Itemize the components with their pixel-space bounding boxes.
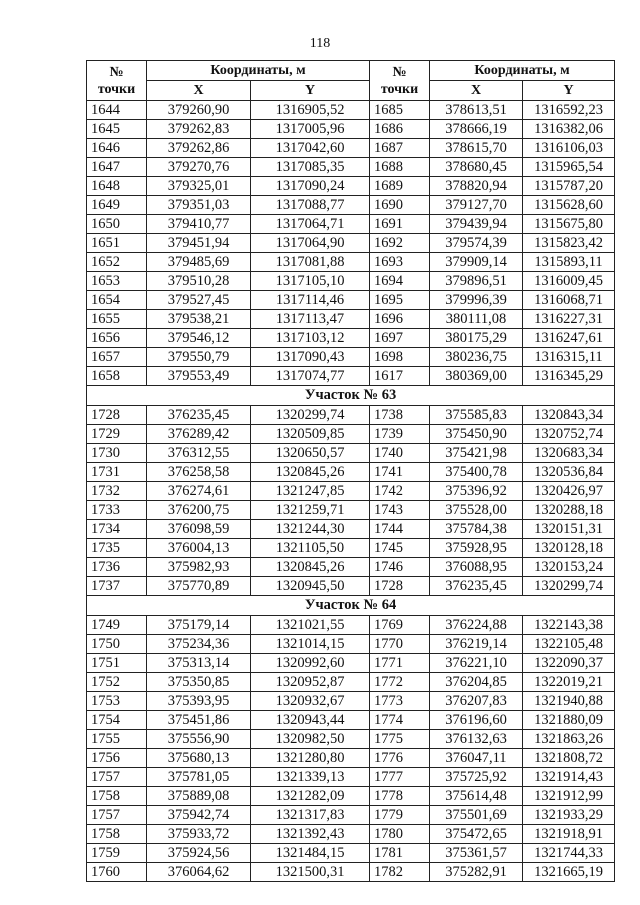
cell-point-right: 1692 [370,234,430,253]
cell-y-right: 1320153,24 [523,558,615,577]
cell-x-right: 378613,51 [430,101,523,120]
cell-y-left: 1320845,26 [251,558,370,577]
cell-x-left: 376235,45 [147,406,251,425]
cell-x-right: 376047,11 [430,749,523,768]
table-row [87,310,615,329]
cell-point-left: 1655 [87,310,147,329]
cell-x-right: 380175,29 [430,329,523,348]
cell-y-left: 1320952,87 [251,673,370,692]
cell-y-left: 1317088,77 [251,196,370,215]
cell-y-right: 1321940,88 [523,692,615,711]
point-number-header-right [370,61,430,101]
cell-point-left: 1757 [87,768,147,787]
cell-x-right: 379127,70 [430,196,523,215]
section-row [87,596,615,616]
x-header-right: X [430,81,523,101]
coordinates-table [86,60,615,882]
cell-y-right: 1321933,29 [523,806,615,825]
cell-y-right: 1322143,38 [523,616,615,635]
cell-x-right: 375528,00 [430,501,523,520]
cell-point-left: 1734 [87,520,147,539]
cell-x-right: 379996,39 [430,291,523,310]
cell-x-right: 379896,51 [430,272,523,291]
cell-x-right: 375928,95 [430,539,523,558]
cell-y-right: 1316068,71 [523,291,615,310]
cell-y-left: 1317064,90 [251,234,370,253]
cell-point-left: 1658 [87,367,147,386]
cell-point-right: 1746 [370,558,430,577]
cell-y-left: 1317064,71 [251,215,370,234]
cell-y-left: 1316905,52 [251,101,370,120]
table-row [87,577,615,596]
cell-point-left: 1736 [87,558,147,577]
cell-x-right: 375421,98 [430,444,523,463]
cell-y-right: 1315787,20 [523,177,615,196]
cell-y-right: 1315823,42 [523,234,615,253]
cell-point-right: 1770 [370,635,430,654]
cell-point-right: 1778 [370,787,430,806]
cell-y-right: 1316315,11 [523,348,615,367]
cell-y-left: 1317042,60 [251,139,370,158]
cell-point-right: 1743 [370,501,430,520]
cell-x-right: 376221,10 [430,654,523,673]
cell-x-right: 375400,78 [430,463,523,482]
cell-y-right: 1316382,06 [523,120,615,139]
cell-x-right: 376204,85 [430,673,523,692]
cell-point-right: 1685 [370,101,430,120]
cell-y-right: 1322105,48 [523,635,615,654]
table-row [87,844,615,863]
cell-x-left: 375933,72 [147,825,251,844]
cell-y-left: 1317114,46 [251,291,370,310]
cell-y-left: 1321244,30 [251,520,370,539]
cell-y-right: 1315965,54 [523,158,615,177]
cell-x-right: 376088,95 [430,558,523,577]
y-header-right: Y [523,81,615,101]
table-row [87,806,615,825]
table-row [87,425,615,444]
cell-x-left: 375393,95 [147,692,251,711]
cell-point-left: 1737 [87,577,147,596]
cell-point-left: 1651 [87,234,147,253]
cell-y-left: 1320992,60 [251,654,370,673]
cell-y-left: 1320945,50 [251,577,370,596]
cell-point-left: 1760 [87,863,147,882]
y-header-left: Y [251,81,370,101]
table-row [87,120,615,139]
table-row [87,444,615,463]
cell-y-right: 1315628,60 [523,196,615,215]
cell-y-left: 1320509,85 [251,425,370,444]
cell-point-left: 1728 [87,406,147,425]
table-row [87,463,615,482]
cell-y-right: 1320843,34 [523,406,615,425]
table-row [87,158,615,177]
cell-x-left: 379451,94 [147,234,251,253]
cell-point-left: 1750 [87,635,147,654]
cell-x-left: 375889,08 [147,787,251,806]
table-row [87,234,615,253]
cell-point-right: 1617 [370,367,430,386]
point-number-sign: № [392,64,407,80]
cell-y-right: 1320536,84 [523,463,615,482]
cell-x-right: 378666,19 [430,120,523,139]
cell-x-left: 376004,13 [147,539,251,558]
cell-x-right: 379574,39 [430,234,523,253]
cell-x-right: 376219,14 [430,635,523,654]
cell-y-right: 1316106,03 [523,139,615,158]
table-row [87,139,615,158]
cell-x-right: 375784,38 [430,520,523,539]
cell-point-left: 1656 [87,329,147,348]
cell-point-right: 1776 [370,749,430,768]
cell-point-right: 1738 [370,406,430,425]
table-row [87,673,615,692]
cell-y-left: 1317105,10 [251,272,370,291]
cell-point-left: 1749 [87,616,147,635]
cell-point-right: 1688 [370,158,430,177]
cell-x-left: 379260,90 [147,101,251,120]
cell-x-left: 379538,21 [147,310,251,329]
table-row [87,520,615,539]
cell-y-right: 1320151,31 [523,520,615,539]
cell-x-left: 376274,61 [147,482,251,501]
cell-point-right: 1782 [370,863,430,882]
table-row [87,272,615,291]
cell-point-left: 1729 [87,425,147,444]
table-row [87,253,615,272]
cell-x-left: 376312,55 [147,444,251,463]
cell-x-right: 375501,69 [430,806,523,825]
cell-point-right: 1773 [370,692,430,711]
cell-x-left: 379550,79 [147,348,251,367]
cell-y-left: 1317090,24 [251,177,370,196]
cell-x-right: 379909,14 [430,253,523,272]
coordinates-header-right: Координаты, м [430,61,615,81]
cell-y-left: 1317005,96 [251,120,370,139]
cell-y-right: 1316247,61 [523,329,615,348]
cell-x-left: 379485,69 [147,253,251,272]
table-row [87,730,615,749]
cell-point-right: 1696 [370,310,430,329]
cell-point-right: 1687 [370,139,430,158]
cell-x-right: 380369,00 [430,367,523,386]
cell-point-left: 1758 [87,825,147,844]
cell-point-right: 1769 [370,616,430,635]
cell-point-right: 1691 [370,215,430,234]
cell-y-left: 1321105,50 [251,539,370,558]
cell-y-left: 1321500,31 [251,863,370,882]
cell-x-right: 378680,45 [430,158,523,177]
cell-y-left: 1321247,85 [251,482,370,501]
cell-x-right: 378615,70 [430,139,523,158]
cell-x-right: 375396,92 [430,482,523,501]
cell-point-left: 1730 [87,444,147,463]
cell-y-right: 1321912,99 [523,787,615,806]
cell-x-left: 375234,36 [147,635,251,654]
cell-x-right: 375472,65 [430,825,523,844]
cell-point-right: 1771 [370,654,430,673]
cell-y-right: 1320752,74 [523,425,615,444]
cell-point-left: 1645 [87,120,147,139]
table-row [87,711,615,730]
cell-point-left: 1751 [87,654,147,673]
cell-x-right: 375361,57 [430,844,523,863]
cell-x-right: 376235,45 [430,577,523,596]
table-row [87,101,615,120]
cell-x-left: 379546,12 [147,329,251,348]
cell-point-right: 1697 [370,329,430,348]
coordinates-header-left: Координаты, м [147,61,370,81]
cell-point-right: 1779 [370,806,430,825]
table-row [87,539,615,558]
cell-y-left: 1317113,47 [251,310,370,329]
table-row [87,501,615,520]
table-row [87,863,615,882]
cell-x-left: 375313,14 [147,654,251,673]
cell-x-right: 376132,63 [430,730,523,749]
cell-x-left: 375924,56 [147,844,251,863]
cell-x-right: 375614,48 [430,787,523,806]
cell-point-right: 1686 [370,120,430,139]
cell-y-right: 1321808,72 [523,749,615,768]
cell-point-left: 1648 [87,177,147,196]
cell-x-left: 375451,86 [147,711,251,730]
cell-y-right: 1320683,34 [523,444,615,463]
cell-x-left: 375770,89 [147,577,251,596]
cell-x-right: 378820,94 [430,177,523,196]
cell-x-left: 375982,93 [147,558,251,577]
table-row [87,348,615,367]
cell-x-left: 375680,13 [147,749,251,768]
cell-y-left: 1321339,13 [251,768,370,787]
table-row [87,215,615,234]
point-number-header-left [87,61,147,101]
table-row [87,825,615,844]
cell-y-left: 1320943,44 [251,711,370,730]
point-word: точки [97,81,136,97]
cell-x-right: 380111,08 [430,310,523,329]
cell-y-right: 1316227,31 [523,310,615,329]
cell-y-left: 1317090,43 [251,348,370,367]
cell-point-left: 1649 [87,196,147,215]
cell-y-right: 1320299,74 [523,577,615,596]
point-number-sign: № [109,64,124,80]
cell-y-left: 1321282,09 [251,787,370,806]
cell-y-right: 1315893,11 [523,253,615,272]
table-row [87,329,615,348]
cell-point-left: 1757 [87,806,147,825]
cell-point-left: 1753 [87,692,147,711]
table-row [87,482,615,501]
cell-point-right: 1742 [370,482,430,501]
cell-point-right: 1728 [370,577,430,596]
cell-point-left: 1652 [87,253,147,272]
x-header-left: X [147,81,251,101]
cell-point-right: 1739 [370,425,430,444]
cell-y-left: 1317074,77 [251,367,370,386]
cell-y-right: 1315675,80 [523,215,615,234]
cell-x-right: 376196,60 [430,711,523,730]
cell-x-right: 375585,83 [430,406,523,425]
cell-y-left: 1320982,50 [251,730,370,749]
section-row [87,386,615,406]
cell-x-left: 379410,77 [147,215,251,234]
cell-y-right: 1321918,91 [523,825,615,844]
cell-x-left: 379262,83 [147,120,251,139]
table-row [87,749,615,768]
cell-point-right: 1781 [370,844,430,863]
cell-x-left: 375556,90 [147,730,251,749]
cell-point-right: 1774 [370,711,430,730]
cell-point-left: 1756 [87,749,147,768]
cell-point-left: 1646 [87,139,147,158]
cell-point-left: 1735 [87,539,147,558]
cell-point-right: 1693 [370,253,430,272]
cell-y-left: 1321021,55 [251,616,370,635]
cell-point-right: 1694 [370,272,430,291]
cell-y-left: 1317081,88 [251,253,370,272]
cell-point-left: 1732 [87,482,147,501]
section-title: Участок № 64 [87,596,615,616]
table-row [87,177,615,196]
cell-point-left: 1758 [87,787,147,806]
cell-point-left: 1754 [87,711,147,730]
cell-y-left: 1321014,15 [251,635,370,654]
cell-point-right: 1772 [370,673,430,692]
cell-point-right: 1777 [370,768,430,787]
cell-point-right: 1689 [370,177,430,196]
cell-point-right: 1698 [370,348,430,367]
cell-y-right: 1320128,18 [523,539,615,558]
cell-x-right: 380236,75 [430,348,523,367]
cell-point-right: 1775 [370,730,430,749]
cell-y-left: 1321392,43 [251,825,370,844]
cell-point-right: 1744 [370,520,430,539]
cell-x-left: 379325,01 [147,177,251,196]
cell-x-left: 375350,85 [147,673,251,692]
cell-y-right: 1321665,19 [523,863,615,882]
cell-x-right: 375450,90 [430,425,523,444]
cell-point-right: 1695 [370,291,430,310]
cell-point-right: 1690 [370,196,430,215]
cell-y-right: 1316592,23 [523,101,615,120]
cell-point-right: 1745 [370,539,430,558]
table-row [87,616,615,635]
table-row [87,406,615,425]
cell-y-right: 1316009,45 [523,272,615,291]
cell-x-left: 376258,58 [147,463,251,482]
cell-x-left: 376098,59 [147,520,251,539]
table-row [87,367,615,386]
cell-y-left: 1317085,35 [251,158,370,177]
cell-y-left: 1321317,83 [251,806,370,825]
table-row [87,635,615,654]
cell-point-left: 1755 [87,730,147,749]
table-row [87,558,615,577]
table-row [87,787,615,806]
cell-x-left: 376289,42 [147,425,251,444]
cell-y-right: 1316345,29 [523,367,615,386]
cell-y-left: 1320845,26 [251,463,370,482]
cell-point-right: 1741 [370,463,430,482]
table-body [87,101,615,882]
cell-x-right: 379439,94 [430,215,523,234]
cell-y-right: 1320288,18 [523,501,615,520]
cell-y-left: 1321259,71 [251,501,370,520]
table-row [87,196,615,215]
cell-y-left: 1320650,57 [251,444,370,463]
cell-x-right: 376207,83 [430,692,523,711]
cell-x-left: 379553,49 [147,367,251,386]
cell-y-left: 1321280,80 [251,749,370,768]
cell-x-left: 375781,05 [147,768,251,787]
cell-x-right: 375725,92 [430,768,523,787]
point-word: точки [380,81,419,97]
cell-point-left: 1731 [87,463,147,482]
cell-x-right: 376224,88 [430,616,523,635]
cell-point-left: 1759 [87,844,147,863]
table-row [87,692,615,711]
cell-x-left: 379510,28 [147,272,251,291]
cell-point-left: 1752 [87,673,147,692]
page-number: 118 [309,36,331,51]
table-row [87,291,615,310]
table-row [87,768,615,787]
cell-point-left: 1654 [87,291,147,310]
cell-point-left: 1657 [87,348,147,367]
section-title: Участок № 63 [87,386,615,406]
cell-x-left: 379527,45 [147,291,251,310]
cell-point-right: 1740 [370,444,430,463]
cell-point-left: 1650 [87,215,147,234]
cell-y-right: 1321880,09 [523,711,615,730]
cell-y-left: 1320299,74 [251,406,370,425]
cell-point-left: 1644 [87,101,147,120]
cell-y-right: 1321914,43 [523,768,615,787]
cell-x-left: 375179,14 [147,616,251,635]
cell-x-right: 375282,91 [430,863,523,882]
cell-point-left: 1653 [87,272,147,291]
cell-y-right: 1321744,33 [523,844,615,863]
table-row [87,654,615,673]
cell-x-left: 379270,76 [147,158,251,177]
cell-y-left: 1320932,67 [251,692,370,711]
cell-y-right: 1322090,37 [523,654,615,673]
cell-x-left: 379351,03 [147,196,251,215]
cell-y-left: 1321484,15 [251,844,370,863]
cell-y-right: 1320426,97 [523,482,615,501]
cell-x-left: 379262,86 [147,139,251,158]
cell-y-right: 1322019,21 [523,673,615,692]
cell-y-left: 1317103,12 [251,329,370,348]
cell-x-left: 376064,62 [147,863,251,882]
cell-y-right: 1321863,26 [523,730,615,749]
cell-point-right: 1780 [370,825,430,844]
cell-point-left: 1647 [87,158,147,177]
cell-x-left: 376200,75 [147,501,251,520]
cell-point-left: 1733 [87,501,147,520]
cell-x-left: 375942,74 [147,806,251,825]
